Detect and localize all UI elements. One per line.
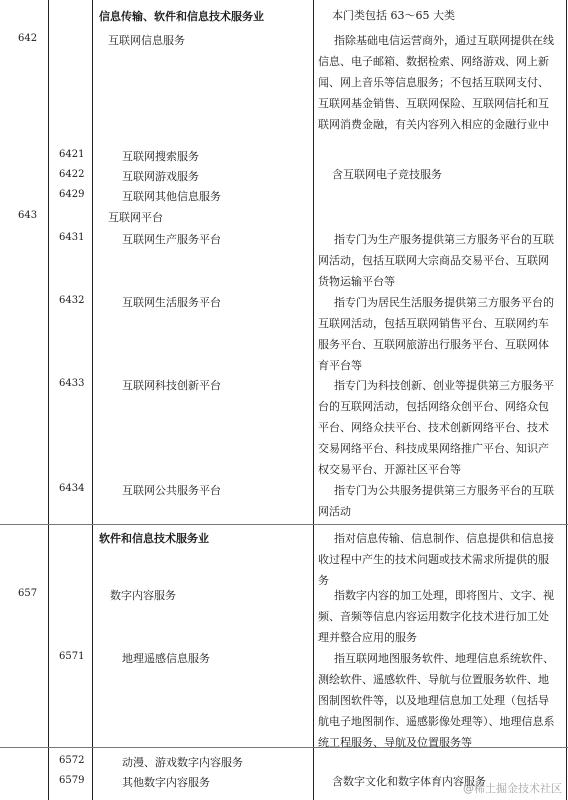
column-rule (92, 0, 93, 800)
group-code: 642 (18, 33, 38, 44)
class-code: 6422 (59, 169, 85, 180)
category-name: 其他数字内容服务 (122, 776, 210, 789)
class-code: 6434 (59, 483, 85, 494)
class-code: 6432 (59, 295, 85, 306)
group-code: 657 (18, 588, 38, 599)
class-code: 6572 (59, 755, 85, 766)
category-name: 互联网生产服务平台 (122, 233, 221, 246)
row-description: 本门类包括 63～65 大类 (332, 9, 455, 22)
row-description: 指专门为公共服务提供第三方服务平台的互联网活动 (318, 484, 554, 518)
category-name: 数字内容服务 (110, 589, 176, 602)
group-code: 643 (18, 210, 38, 221)
column-rule (566, 0, 567, 800)
row-description: 指专门为居民生活服务提供第三方服务平台的互联网活动，包括互联网销售平台、互联网约车服务平台、互联网旅游出行服务平台、互联网体育平台等 (318, 296, 554, 372)
category-name: 互联网生活服务平台 (122, 296, 221, 309)
row-description: 指数字内容的加工处理，即将图片、文字、视频、音频等信息内容运用数字化技术进行加工处理并整合应用的服务 (318, 589, 554, 644)
row-description: 含互联网电子竞技服务 (332, 168, 442, 181)
class-code: 6429 (59, 189, 85, 200)
column-rule (313, 0, 314, 800)
column-rule (48, 0, 49, 800)
class-code: 6571 (59, 651, 85, 662)
row-description: 指专门为生产服务提供第三方服务平台的互联网活动，包括互联网大宗商品交易平台、互联网货物运输平台等 (318, 233, 554, 288)
row-description: 指互联网地图服务软件、地理信息系统软件、测绘软件、遥感软件、导航与位置服务软件、地图制图软件等，以及地理信息加工处理（包括导航电子地图制作、遥感影像处理等）、地理信息系统工程服务、导航及位置服务等 (318, 652, 555, 749)
category-name: 互联网搜索服务 (122, 150, 199, 163)
class-code: 6421 (59, 149, 85, 160)
section-divider (0, 524, 568, 525)
row-description: 指专门为科技创新、创业等提供第三方服务平台的互联网活动，包括网络众创平台、网络众包平台、网络众扶平台、技术创新网络平台、技术交易网络平台、科技成果网络推广平台、知识产权交易平台、开源社区平台等 (318, 379, 554, 476)
class-code: 6431 (59, 232, 85, 243)
section-title: 软件和信息技术服务业 (99, 532, 209, 545)
category-name: 互联网游戏服务 (122, 170, 199, 183)
category-name: 互联网公共服务平台 (122, 484, 221, 497)
category-name: 互联网信息服务 (108, 34, 185, 47)
row-description: 指除基础电信运营商外，通过互联网提供在线信息、电子邮箱、数据检索、网络游戏、网上新闻、网上音乐等信息服务；不包括互联网支付、互联网基金销售、互联网保险、互联网信托和互联网消费金融，有关内容列入相应的金融行业中 (318, 34, 554, 131)
class-code: 6433 (59, 378, 85, 389)
watermark: @稀土掘金技术社区 (463, 782, 562, 795)
category-name: 互联网平台 (108, 211, 163, 224)
category-name: 互联网科技创新平台 (122, 379, 221, 392)
row-description: 指对信息传输、信息制作、信息提供和信息接收过程中产生的技术问题或技术需求所提供的服务 (318, 532, 554, 587)
section-title: 信息传输、软件和信息技术服务业 (99, 10, 264, 23)
row-description: 含数字文化和数字体育内容服务 (332, 775, 486, 788)
category-name: 动漫、游戏数字内容服务 (122, 756, 243, 769)
class-code: 6579 (59, 775, 85, 786)
category-name: 互联网其他信息服务 (122, 190, 221, 203)
category-name: 地理遥感信息服务 (122, 652, 210, 665)
